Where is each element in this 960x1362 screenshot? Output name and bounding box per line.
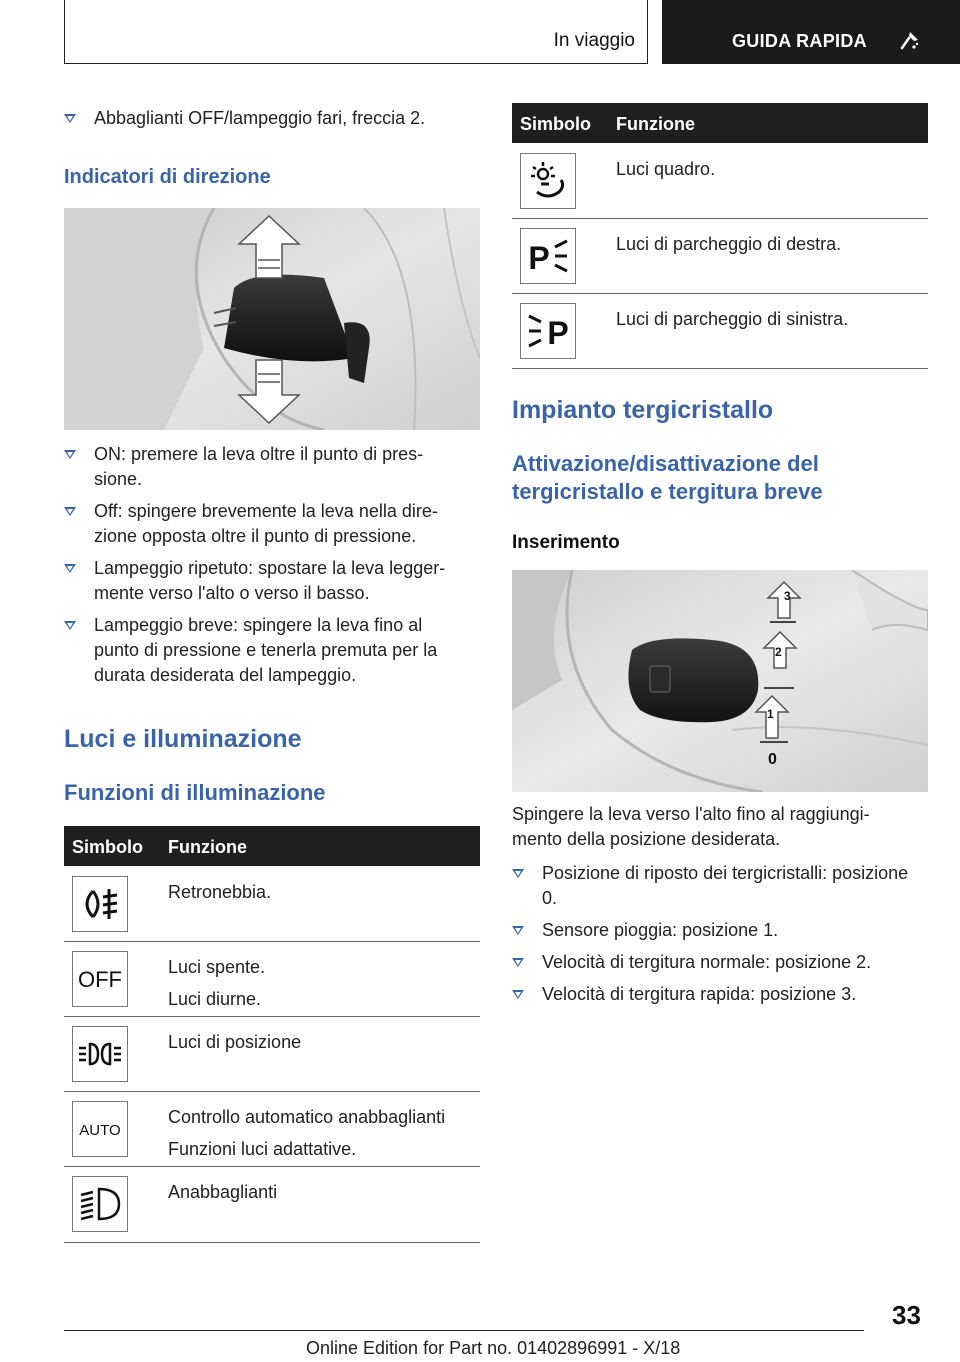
list-item: Lampeggio ripetuto: spostare la leva legger- mente verso l'alto o verso il basso. bbox=[64, 556, 480, 606]
table-row bbox=[64, 866, 480, 942]
list-item: Velocità di tergitura normale: posizione 2. bbox=[512, 950, 928, 975]
header-chapter-title: GUIDA RAPIDA bbox=[732, 31, 867, 51]
section-heading: Attivazione/disattivazione del tergicristallo e tergitura breve bbox=[512, 451, 823, 504]
function-description: Anabbaglianti bbox=[168, 1182, 278, 1202]
table-row bbox=[512, 218, 928, 294]
function-description: Luci spente. bbox=[168, 957, 266, 977]
table-row bbox=[64, 941, 480, 1017]
table-row bbox=[64, 1166, 480, 1243]
bullet-triangle-icon bbox=[512, 926, 524, 935]
function-description: Luci di posizione bbox=[168, 1032, 302, 1052]
function-description: Luci di parcheggio di destra. bbox=[616, 234, 842, 254]
low-beam-icon bbox=[73, 1177, 127, 1231]
table-row bbox=[64, 1091, 480, 1167]
list-item: ON: premere la leva oltre il punto di pres- sione. bbox=[64, 442, 480, 492]
list-item: Sensore pioggia: posizione 1. bbox=[512, 918, 928, 943]
position-label: 0 bbox=[768, 751, 777, 768]
function-description: Luci diurne. bbox=[168, 989, 262, 1009]
lights-off-icon bbox=[73, 952, 127, 1006]
left-parking-light-icon bbox=[521, 304, 575, 358]
page-number: 33 bbox=[892, 1300, 921, 1330]
quick-guide-icon bbox=[898, 30, 920, 52]
bullet-triangle-icon bbox=[64, 114, 76, 123]
table-row bbox=[512, 143, 928, 219]
list-item: Lampeggio breve: spingere la leva fino al punto di pressione e tenerla premuta per la durata desiderata del lampeggio. bbox=[64, 613, 480, 688]
svg-text:AUTO: AUTO bbox=[79, 1122, 121, 1139]
list-item: Velocità di tergitura rapida: posizione 3. bbox=[512, 982, 928, 1007]
position-label: 2 bbox=[775, 645, 782, 659]
section-heading: Indicatori di direzione bbox=[64, 166, 271, 188]
parking-lights-icon bbox=[73, 1027, 127, 1081]
column-header-function: Funzione bbox=[168, 837, 247, 857]
table-row bbox=[64, 1016, 480, 1092]
footer-edition: Online Edition for Part no. 01402896991 - X/18 bbox=[306, 1338, 681, 1358]
auto-headlight-icon bbox=[73, 1102, 127, 1156]
table-row bbox=[512, 293, 928, 369]
paragraph: Spingere la leva verso l'alto fino al raggiungi- mento della posizione desiderata. bbox=[512, 804, 870, 849]
table-header bbox=[512, 103, 928, 143]
header-section-title: In viaggio bbox=[553, 30, 635, 51]
chapter-heading: Luci e illuminazione bbox=[64, 725, 302, 753]
svg-text:P: P bbox=[547, 315, 569, 351]
bullet-triangle-icon bbox=[512, 958, 524, 967]
function-description: Funzioni luci adattative. bbox=[168, 1139, 357, 1159]
position-label: 3 bbox=[784, 589, 791, 603]
bullet-triangle-icon bbox=[64, 450, 76, 459]
wiper-lever-illustration bbox=[512, 570, 928, 792]
list-item: Off: spingere brevemente la leva nella dire- zione opposta oltre il punto di pressione. bbox=[64, 499, 480, 549]
column-header-symbol: Simbolo bbox=[520, 114, 591, 134]
function-description: Luci quadro. bbox=[616, 159, 716, 179]
bullet-triangle-icon bbox=[64, 564, 76, 573]
list-item: Abbaglianti OFF/lampeggio fari, freccia 2. bbox=[64, 106, 480, 132]
bullet-triangle-icon bbox=[512, 990, 524, 999]
footer-divider bbox=[64, 1330, 864, 1331]
section-heading: Funzioni di illuminazione bbox=[64, 780, 326, 805]
subsection-heading: Inserimento bbox=[512, 532, 620, 553]
instrument-lighting-icon bbox=[521, 154, 575, 208]
list-item: Posizione di riposto dei tergicristalli: posizione 0. bbox=[512, 861, 928, 911]
svg-text:OFF: OFF bbox=[78, 967, 122, 992]
column-header-symbol: Simbolo bbox=[72, 837, 143, 857]
rear-fog-light-icon bbox=[73, 877, 127, 931]
bullet-triangle-icon bbox=[64, 507, 76, 516]
position-label: 1 bbox=[767, 707, 774, 721]
header-section-box bbox=[64, 0, 648, 64]
function-description: Luci di parcheggio di sinistra. bbox=[616, 309, 849, 329]
bullet-triangle-icon bbox=[512, 869, 524, 878]
bullet-triangle-icon bbox=[64, 621, 76, 630]
table-header bbox=[64, 826, 480, 866]
svg-text:P: P bbox=[528, 240, 550, 276]
column-header-function: Funzione bbox=[616, 114, 695, 134]
turn-signal-lever-illustration bbox=[64, 208, 480, 430]
header-chapter-tab[interactable] bbox=[662, 0, 960, 64]
function-description: Retronebbia. bbox=[168, 882, 272, 902]
chapter-heading: Impianto tergicristallo bbox=[512, 396, 774, 424]
function-description: Controllo automatico anabbaglianti bbox=[168, 1107, 446, 1127]
right-parking-light-icon bbox=[521, 229, 575, 283]
